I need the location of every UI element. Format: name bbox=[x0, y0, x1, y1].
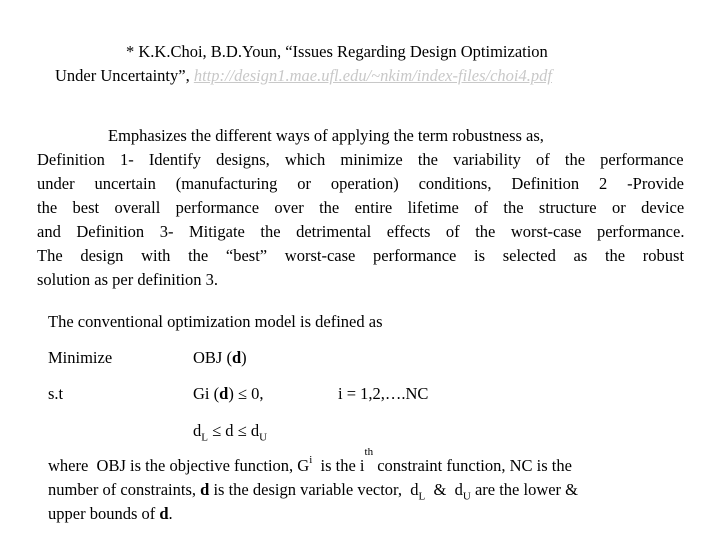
obj-close: ) bbox=[241, 348, 247, 367]
constraint-index-range: i = 1,2,….NC bbox=[338, 384, 429, 403]
paragraph-line: under uncertain (manufacturing or operation) conditions, Definition 2 -Provide bbox=[37, 174, 684, 193]
paragraph-line: the best overall performance over the entire lifetime of the structure or device bbox=[37, 198, 685, 217]
bounds-d: d bbox=[193, 421, 202, 440]
design-vector-symbol: d bbox=[200, 480, 210, 499]
where-line-2 bbox=[48, 478, 578, 502]
where-text: & d bbox=[425, 480, 463, 499]
where-text: upper bounds of bbox=[48, 504, 160, 523]
paragraph-line: and Definition 3- Mitigate the detrimental effects of the worst-case performance. bbox=[37, 222, 685, 241]
citation-line-1: * K.K.Choi, B.D.Youn, “Issues Regarding Design Optimization bbox=[126, 42, 548, 61]
where-text: constraint function, NC is the bbox=[373, 456, 572, 475]
constraint-expression bbox=[193, 382, 264, 406]
where-text: are the lower & bbox=[470, 480, 579, 499]
design-vector-symbol: d bbox=[159, 504, 169, 523]
where-text: number of constraints, bbox=[48, 480, 201, 499]
lower-sub: L bbox=[201, 431, 208, 444]
upper-sub: U bbox=[462, 490, 471, 503]
paragraph-line: The design with the “best” worst-case performance is selected as the robust bbox=[37, 246, 685, 265]
where-text: where OBJ is the objective function, G bbox=[48, 456, 310, 475]
where-text: . bbox=[168, 504, 173, 523]
minimize-label: Minimize bbox=[48, 348, 113, 367]
citation-line-2 bbox=[55, 64, 552, 88]
sub-i: i bbox=[309, 454, 313, 466]
gi-text: Gi ( bbox=[193, 384, 220, 403]
lower-sub: L bbox=[418, 490, 426, 503]
upper-sub: U bbox=[259, 431, 268, 444]
subject-to-label: s.t bbox=[48, 384, 64, 403]
model-intro: The conventional optimization model is defined as bbox=[48, 312, 383, 331]
where-text: is the design variable vector, d bbox=[209, 480, 419, 499]
paragraph-line: Definition 1- Identify designs, which minimize the variability of the performance bbox=[37, 150, 684, 169]
citation-text: Under Uncertainty”, bbox=[55, 66, 194, 85]
bounds-mid: ≤ d ≤ d bbox=[207, 421, 260, 440]
paragraph-line: Emphasizes the different ways of applying the term robustness as, bbox=[108, 126, 544, 145]
where-text: is the i bbox=[312, 456, 365, 475]
design-vector-symbol: d bbox=[231, 348, 242, 367]
where-line-3 bbox=[48, 502, 173, 526]
where-line-1 bbox=[48, 446, 690, 478]
bounds-expression bbox=[193, 419, 267, 443]
paragraph-line: solution as per definition 3. bbox=[37, 270, 219, 289]
sup-th: th bbox=[364, 446, 374, 458]
citation-link[interactable]: http://design1.mae.ufl.edu/~nkim/index-files/choi4.pdf bbox=[193, 66, 552, 85]
gi-suffix: ) ≤ 0, bbox=[228, 384, 264, 403]
obj-text: OBJ ( bbox=[193, 348, 232, 367]
design-vector-symbol: d bbox=[219, 384, 229, 403]
objective-expression bbox=[193, 346, 247, 370]
